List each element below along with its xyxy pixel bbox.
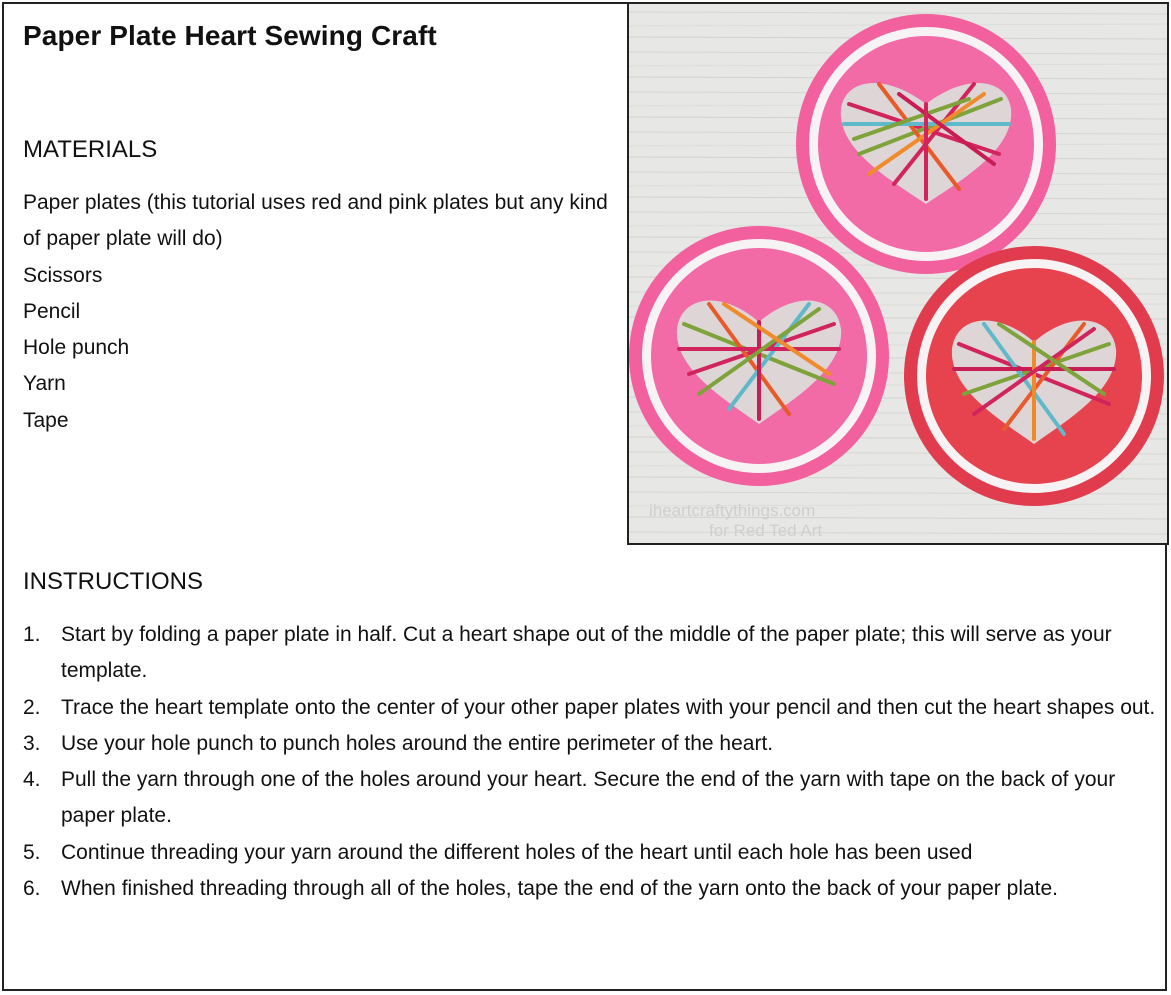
- craft-photo: [627, 2, 1169, 545]
- step-number: 1.: [23, 623, 41, 646]
- instruction-step: [23, 871, 1158, 907]
- craft-photo-illustration: [629, 4, 1167, 543]
- watermark-line-1: iheartcraftythings.com: [649, 501, 816, 520]
- materials-heading: MATERIALS: [23, 136, 158, 163]
- step-text: Trace the heart template onto the center of your other paper plates with your pencil and then cut the heart shapes out.: [61, 695, 1156, 719]
- list-item: Pencil: [23, 299, 81, 323]
- step-text: Use your hole punch to punch holes around the entire perimeter of the heart.: [61, 731, 774, 755]
- list-item: Tape: [23, 408, 69, 432]
- pink-plate-left: [629, 226, 889, 486]
- step-number: 6.: [23, 877, 41, 901]
- step-number: 5.: [23, 840, 41, 864]
- step-number: 3.: [23, 731, 41, 755]
- materials-list: [23, 185, 623, 439]
- pink-plate-top: [796, 14, 1056, 274]
- step-text: Pull the yarn through one of the holes around your heart. Secure the end of the yarn with tape on the back of your paper plate.: [61, 768, 1116, 828]
- page-title: Paper Plate Heart Sewing Craft: [23, 20, 437, 51]
- instruction-step: [23, 762, 1158, 835]
- step-number: 2.: [23, 695, 41, 719]
- instructions-list: [23, 617, 1158, 907]
- step-text: Continue threading your yarn around the different holes of the heart until each hole has been used: [61, 840, 973, 864]
- instruction-step: [23, 690, 1158, 726]
- step-text: When finished threading through all of the holes, tape the end of the yarn onto the back of your paper plate.: [61, 877, 1059, 901]
- instruction-step: [23, 726, 1158, 762]
- step-text: Start by folding a paper plate in half. Cut a heart shape out of the middle of the paper plate; this will serve as your template.: [61, 623, 1112, 683]
- list-item: Scissors: [23, 263, 103, 287]
- list-item: Hole punch: [23, 336, 130, 360]
- list-item: Paper plates (this tutorial uses red and pink plates but any kind of paper plate will do): [23, 191, 608, 251]
- watermark-line-2: for Red Ted Art: [709, 521, 823, 540]
- red-plate-right: [904, 246, 1164, 506]
- list-item: Yarn: [23, 372, 66, 396]
- instruction-step: [23, 835, 1158, 871]
- instruction-step: [23, 617, 1158, 690]
- step-number: 4.: [23, 768, 41, 792]
- instructions-heading: INSTRUCTIONS: [23, 568, 203, 595]
